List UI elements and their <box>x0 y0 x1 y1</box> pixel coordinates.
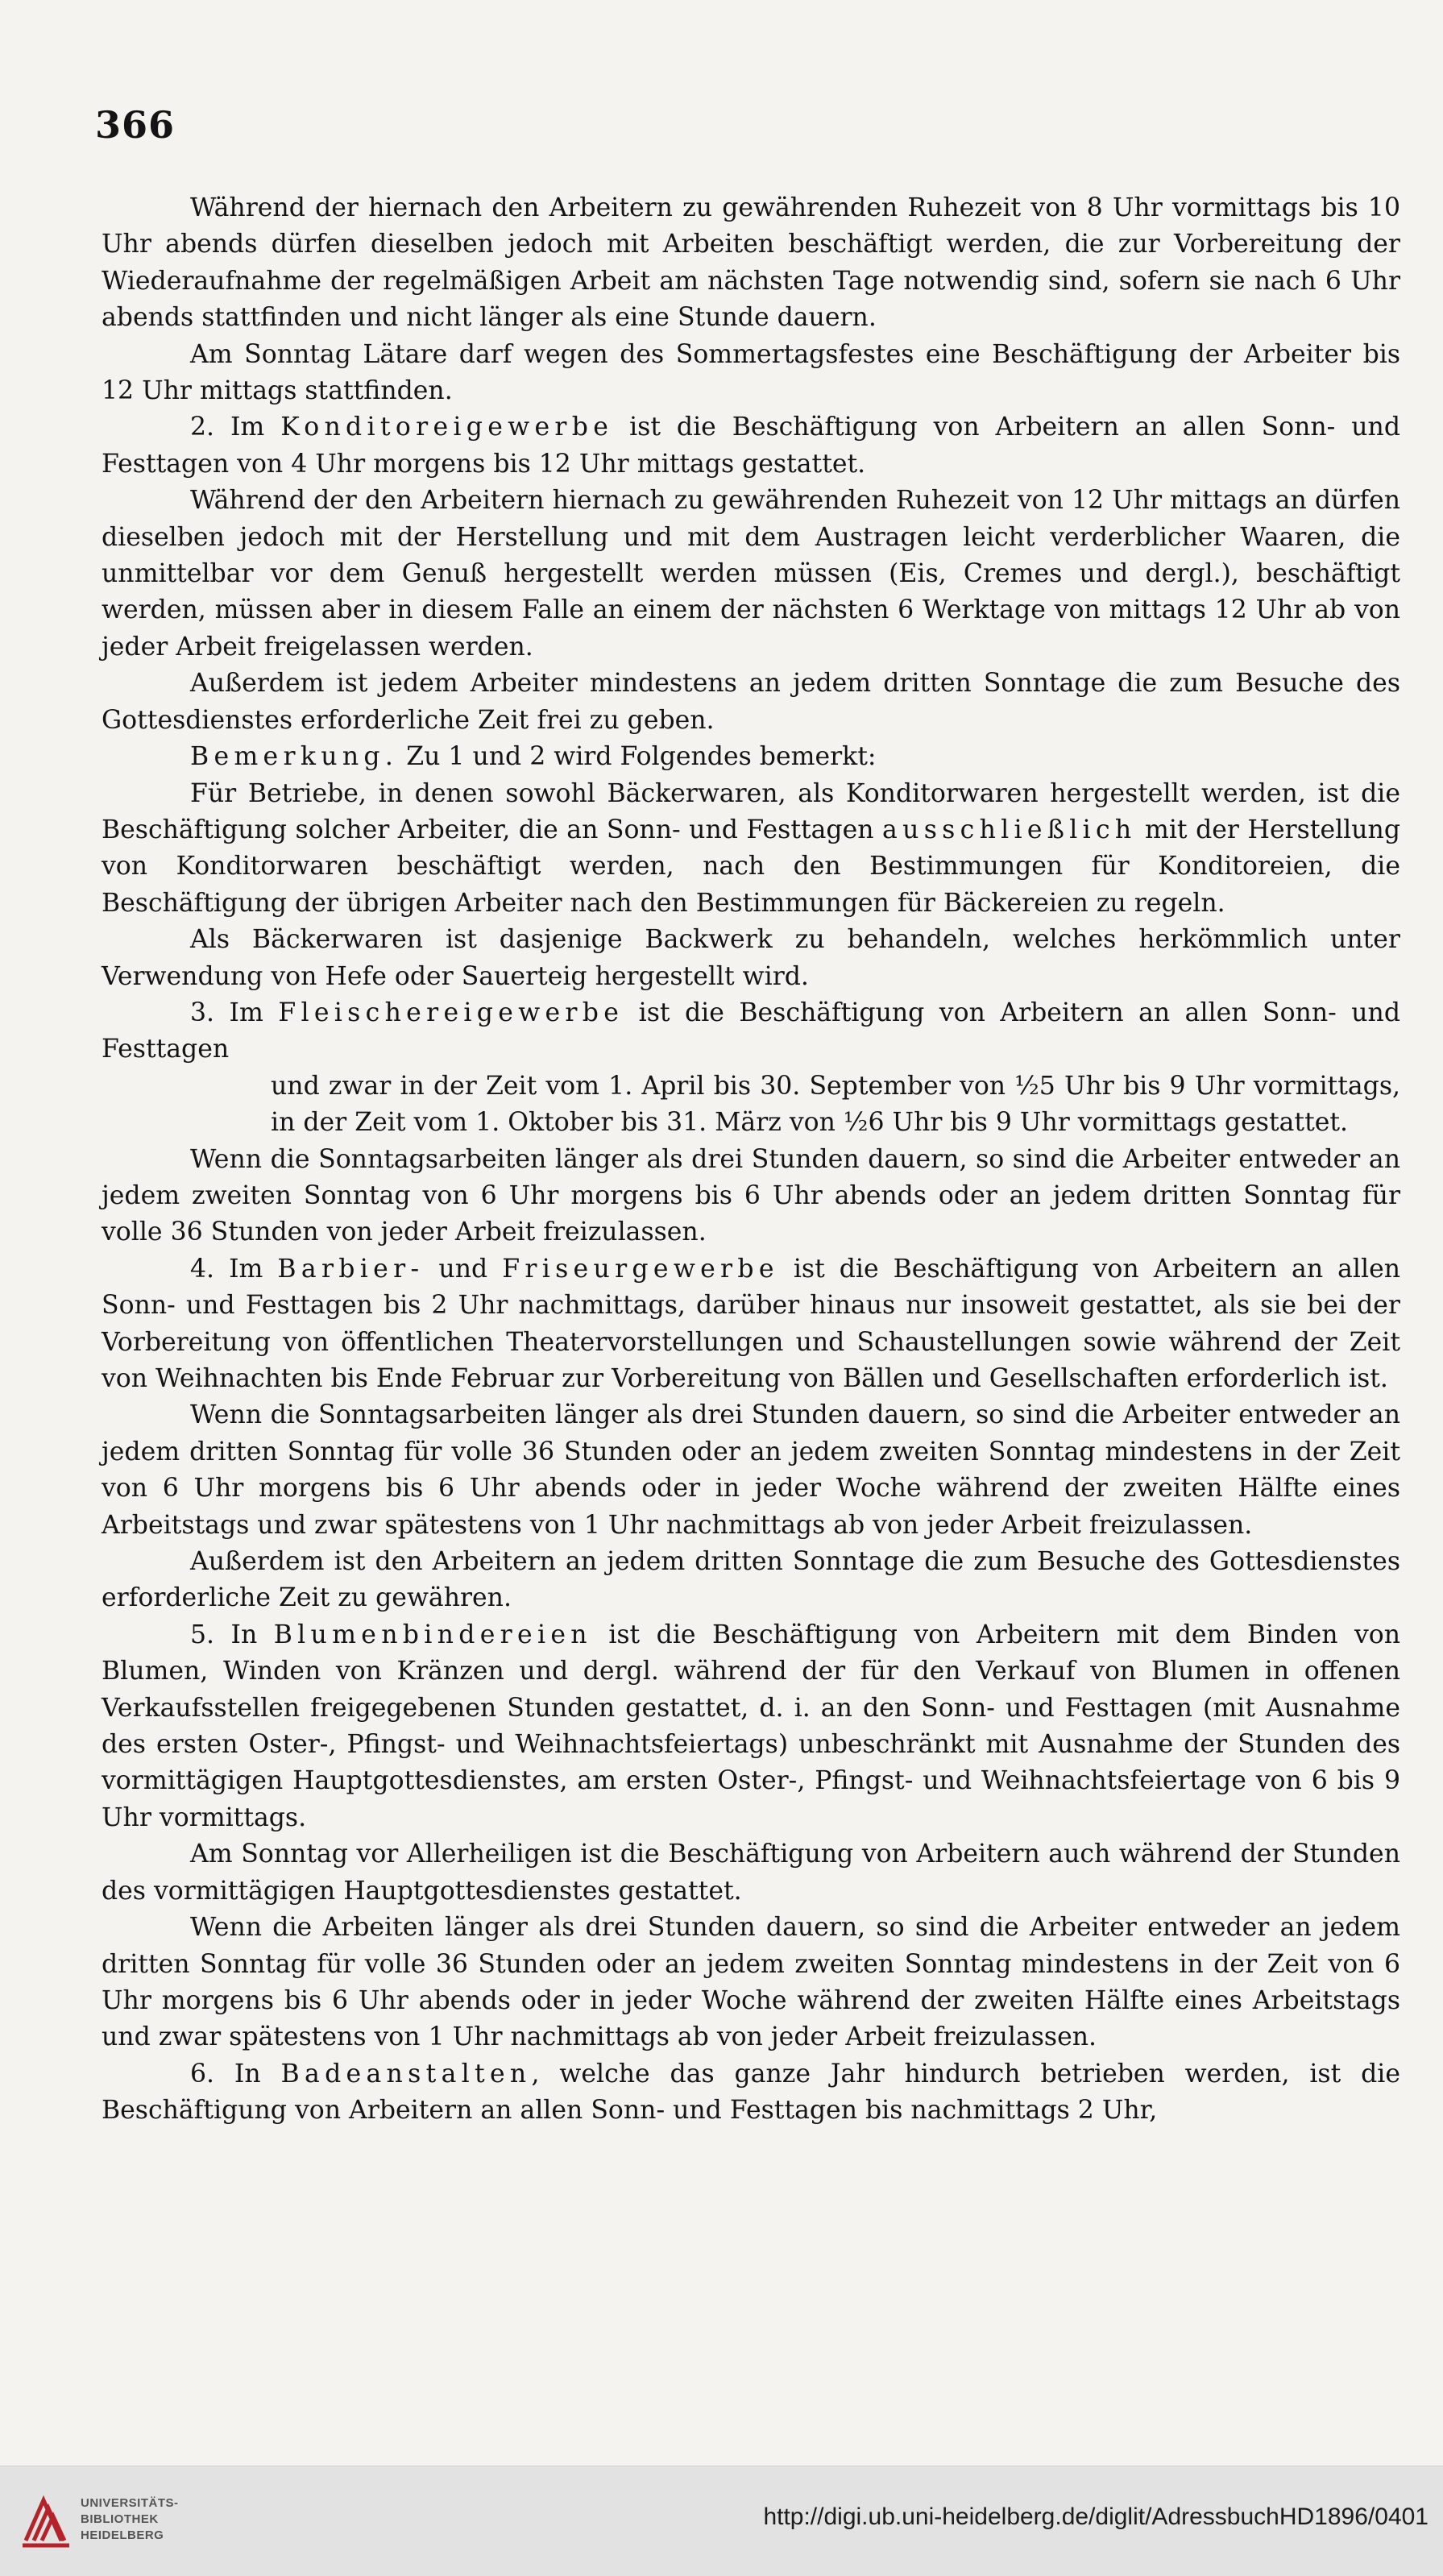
paragraph <box>102 1397 1400 1544</box>
library-logo-icon <box>15 2487 82 2555</box>
paragraph <box>102 995 1400 1068</box>
text-run: 4. Im <box>190 1254 278 1284</box>
text-run: 3. Im <box>190 998 279 1027</box>
paragraph <box>102 1910 1400 2056</box>
text-run: Außerdem ist den Arbeitern an jedem dritten Sonntage die zum Besuche des Gottesdienstes erforderliche Zeit zu gewähren. <box>102 1547 1400 1613</box>
text-run: , welche das ganze Jahr hindurch betrieben werden, ist die Beschäftigung von Arbeitern an allen Sonn- und Festtagen bis nachmittags 2 Uhr, <box>102 2059 1400 2126</box>
text-run: Außerdem ist jedem Arbeiter mindestens an jedem dritten Sonntage die zum Besuche des Gottesdienstes erforderliche Zeit frei zu geben. <box>102 669 1400 735</box>
text-run: Am Sonntag vor Allerheiligen ist die Beschäftigung von Arbeitern auch während der Stunden des vormittägigen Hauptgottesdienstes gestattet. <box>102 1840 1400 1906</box>
paragraph <box>102 1836 1400 1910</box>
library-name <box>81 2495 179 2544</box>
paragraph <box>102 739 1400 775</box>
paragraph <box>102 1068 1400 1142</box>
spaced-term: Badeanstalten <box>280 2059 532 2089</box>
library-name-line1: UNIVERSITÄTS- <box>81 2496 179 2510</box>
text-run: Wenn die Sonntagsarbeiten länger als drei Stunden dauern, so sind die Arbeiter entweder an jedem dritten Sonntag für volle 36 Stunden oder an jedem zweiten Sonntag mindestens in der Zeit von 6 Uhr morgens bis 6 Uhr abends oder in jeder Woche während der zweiten Hälfte eines Arbeitstags und zwar spätestens von 1 Uhr nachmittags ab von jeder Arbeit freizulassen. <box>102 1400 1400 1540</box>
library-name-line3: HEIDELBERG <box>81 2528 164 2542</box>
paragraph <box>102 666 1400 739</box>
text-run: Wenn die Arbeiten länger als drei Stunden dauern, so sind die Arbeiter entweder an jedem dritten Sonntag für volle 36 Stunden oder an jedem zweiten Sonntag mindestens in der Zeit von 6 Uhr morgens bis 6 Uhr abends oder in jeder Woche während der zweiten Hälfte eines Arbeitstags und zwar spätestens von 1 Uhr nachmittags ab von jeder Arbeit freizulassen. <box>102 1913 1400 2052</box>
text-run: und zwar in der Zeit vom 1. April bis 30. September von ½5 Uhr bis 9 Uhr vormittags, in der Zeit vom 1. Oktober bis 31. März von ½6 Uhr bis 9 Uhr vormittags gestattet. <box>271 1071 1400 1138</box>
text-run: ist die Beschäftigung von Arbeitern an allen Sonn- und Festtagen von 4 Uhr morgens bis 12 Uhr mittags gestattet. <box>102 413 1400 479</box>
text-run: Wenn die Sonntagsarbeiten länger als drei Stunden dauern, so sind die Arbeiter entweder an jedem zweiten Sonntag von 6 Uhr morgens bis 6 Uhr abends oder an jedem dritten Sonntag für volle 36 Stunden von jeder Arbeit freizulassen. <box>102 1144 1400 1247</box>
paragraph <box>102 1544 1400 1617</box>
paragraph <box>102 922 1400 995</box>
paragraph <box>102 1617 1400 1836</box>
spaced-term: Barbier- <box>277 1254 425 1284</box>
body-text <box>102 190 1400 2130</box>
viewer-footer <box>0 2466 1443 2576</box>
spaced-term: Bemerkung. <box>190 742 399 772</box>
text-run: 5. In <box>190 1620 274 1649</box>
paragraph <box>102 190 1400 337</box>
spaced-term: ausschließlich <box>882 815 1137 844</box>
text-run: Am Sonntag Lätare darf wegen des Sommertagsfestes eine Beschäftigung der Arbeiter bis 12 Uhr mittags stattfinden. <box>102 339 1400 406</box>
text-run: und <box>424 1254 503 1284</box>
text-run: ist die Beschäftigung von Arbeitern mit dem Binden von Blumen, Winden von Kränzen und dergl. während der für den Verkauf von Blumen in offenen Verkaufsstellen freigegebenen Stunden gestattet, d. i. an den Sonn- und Festtagen (mit Ausnahme des ersten Oster-, Pfingst- und Weihnachtsfeiertags) unbeschränkt mit Ausnahme der Stunden des vormittägigen Hauptgottesdienstes, am ersten Oster-, Pfingst- und Weihnachtsfeiertage von 6 bis 9 Uhr vormittags. <box>102 1620 1400 1832</box>
text-run: Während der den Arbeitern hiernach zu gewährenden Ruhezeit von 12 Uhr mittags an dürfen dieselben jedoch mit der Herstellung und mit dem Austragen leicht verderblicher Waaren, die unmittelbar vor dem Genuß hergestellt werden müssen (Eis, Cremes und dergl.), beschäftigt werden, müssen aber in diesem Falle an einem der nächsten 6 Werktage von mittags 12 Uhr ab von jeder Arbeit freigelassen werden. <box>102 486 1400 662</box>
paragraph <box>102 1251 1400 1398</box>
paragraph <box>102 483 1400 666</box>
spaced-term: Friseurgewerbe <box>502 1254 779 1284</box>
paragraph <box>102 2056 1400 2130</box>
paragraph <box>102 1142 1400 1251</box>
paragraph <box>102 337 1400 410</box>
spaced-term: Konditoreigewerbe <box>280 413 614 442</box>
spaced-term: Blumenbindereien <box>273 1620 592 1649</box>
text-run: mit der Herstellung von Konditorwaren beschäftigt werden, nach den Bestimmungen für Konditoreien, die Beschäftigung der übrigen Arbeiter nach den Bestimmungen für Bäckereien zu regeln. <box>102 815 1400 918</box>
permalink-url[interactable]: http://digi.ub.uni-heidelberg.de/diglit/AdressbuchHD1896/0401 <box>763 2503 1428 2530</box>
text-run: Als Bäckerwaren ist dasjenige Backwerk zu behandeln, welches herkömmlich unter Verwendung von Hefe oder Sauerteig hergestellt wird. <box>102 925 1400 991</box>
text-run: Zu 1 und 2 wird Folgendes bemerkt: <box>398 742 877 772</box>
spaced-term: Fleischereigewerbe <box>278 998 624 1027</box>
paragraph <box>102 776 1400 923</box>
paragraph <box>102 409 1400 483</box>
text-run: ist die Beschäftigung von Arbeitern an allen Sonn- und Festtagen <box>102 998 1400 1064</box>
text-run: Für Betriebe, in denen sowohl Bäckerwaren, als Konditorwaren hergestellt werden, ist die Beschäftigung solcher Arbeiter, die an Sonn- und Festtagen <box>102 778 1400 844</box>
page-number: 366 <box>95 103 176 147</box>
text-run: 6. In <box>190 2059 281 2089</box>
library-name-line2: BIBLIOTHEK <box>81 2512 159 2526</box>
text-run: ist die Beschäftigung von Arbeitern an allen Sonn- und Festtagen bis 2 Uhr nachmittags, darüber hinaus nur insoweit gestattet, als sie bei der Vorbereitung von öffentlichen Theatervorstellungen und Schaustellungen sowie während der Zeit von Weihnachten bis Ende Februar zur Vorbereitung von Bällen und Gesellschaften erforderlich ist. <box>102 1254 1401 1393</box>
text-run: 2. Im <box>190 413 281 442</box>
text-run: Während der hiernach den Arbeitern zu gewährenden Ruhezeit von 8 Uhr vormittags bis 10 Uhr abends dürfen dieselben jedoch mit Arbeiten beschäftigt werden, die zur Vorbereitung der Wiederaufnahme der regelmäßigen Arbeit am nächsten Tage notwendig sind, sofern sie nach 6 Uhr abends stattfinden und nicht länger als eine Stunde dauern. <box>102 193 1400 333</box>
